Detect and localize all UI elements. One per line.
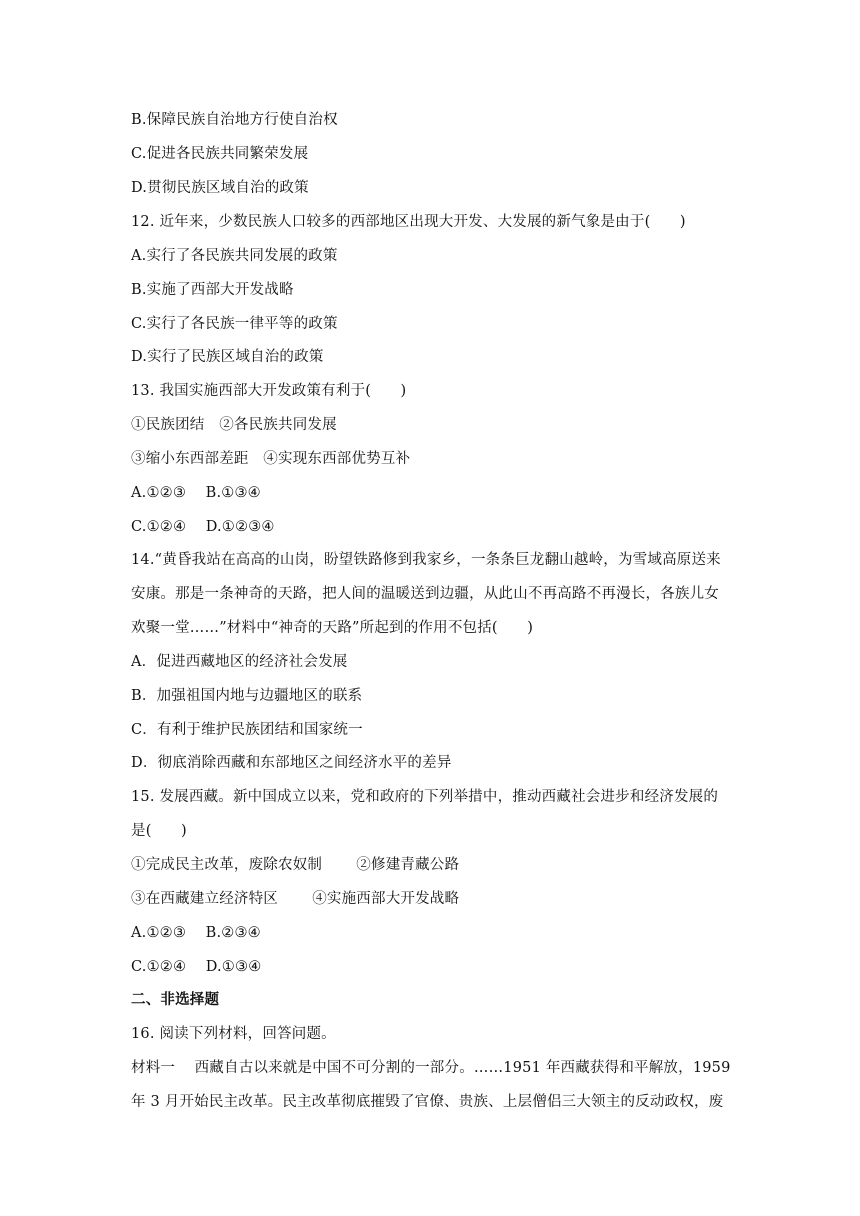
option-11d: D.贯彻民族区域自治的政策 <box>131 180 309 196</box>
question-14-line-2: 安康。那是一条神奇的天路，把人间的温暖送到边疆，从此山不再高路不再漫长，各族儿女 <box>131 586 719 602</box>
option-13ab: A.①②③ B.①③④ <box>131 485 261 501</box>
option-12c: C.实行了各民族一律平等的政策 <box>131 316 338 332</box>
question-15-line-1: 15. 发展西藏。新中国成立以来，党和政府的下列举措中，推动西藏社会进步和经济发展的 <box>131 789 719 805</box>
option-14a: A．促进西藏地区的经济社会发展 <box>131 654 348 670</box>
material-1-line-2: 年 3 月开始民主改革。民主改革彻底摧毁了官僚、贵族、上层僧侣三大领主的反动政权，废 <box>131 1094 724 1110</box>
option-15cd: C.①②④ D.①③④ <box>131 959 262 975</box>
material-1-line-1: 材料一 西藏自古以来就是中国不可分割的一部分。……1951 年西藏获得和平解放，1959 <box>131 1060 731 1076</box>
question-15-line-2: 是( ) <box>131 823 187 839</box>
option-12d: D.实行了民族区域自治的政策 <box>131 349 324 365</box>
question-12: 12. 近年来，少数民族人口较多的西部地区出现大开发、大发展的新气象是由于( ) <box>131 214 686 230</box>
option-11b: B.保障民族自治地方行使自治权 <box>131 112 338 128</box>
section-heading: 二、非选择题 <box>131 991 220 1008</box>
option-12a: A.实行了各民族共同发展的政策 <box>131 248 338 264</box>
question-16: 16. 阅读下列材料，回答问题。 <box>131 1026 336 1042</box>
question-14-line-1: 14.“黄昏我站在高高的山岗，盼望铁路修到我家乡，一条条巨龙翻山越岭，为雪域高原送来 <box>131 552 721 568</box>
question-13-items-2: ③缩小东西部差距 ④实现东西部优势互补 <box>131 451 411 467</box>
option-14b: B．加强祖国内地与边疆地区的联系 <box>131 688 363 704</box>
option-14d: D．彻底消除西藏和东部地区之间经济水平的差异 <box>131 755 452 771</box>
question-15-items-1: ①完成民主改革，废除农奴制 ②修建青藏公路 <box>131 857 460 873</box>
option-14c: C．有利于维护民族团结和国家统一 <box>131 722 363 738</box>
question-13-items-1: ①民族团结 ②各民族共同发展 <box>131 417 337 433</box>
question-14-line-3: 欢聚一堂……”材料中“神奇的天路”所起到的作用不包括( ) <box>131 620 534 636</box>
question-15-items-2: ③在西藏建立经济特区 ④实施西部大开发战略 <box>131 891 460 907</box>
option-12b: B.实施了西部大开发战略 <box>131 282 294 298</box>
option-15ab: A.①②③ B.②③④ <box>131 925 261 941</box>
option-13cd: C.①②④ D.①②③④ <box>131 519 275 535</box>
option-11c: C.促进各民族共同繁荣发展 <box>131 146 309 162</box>
question-13: 13. 我国实施西部大开发政策有利于( ) <box>131 383 407 399</box>
